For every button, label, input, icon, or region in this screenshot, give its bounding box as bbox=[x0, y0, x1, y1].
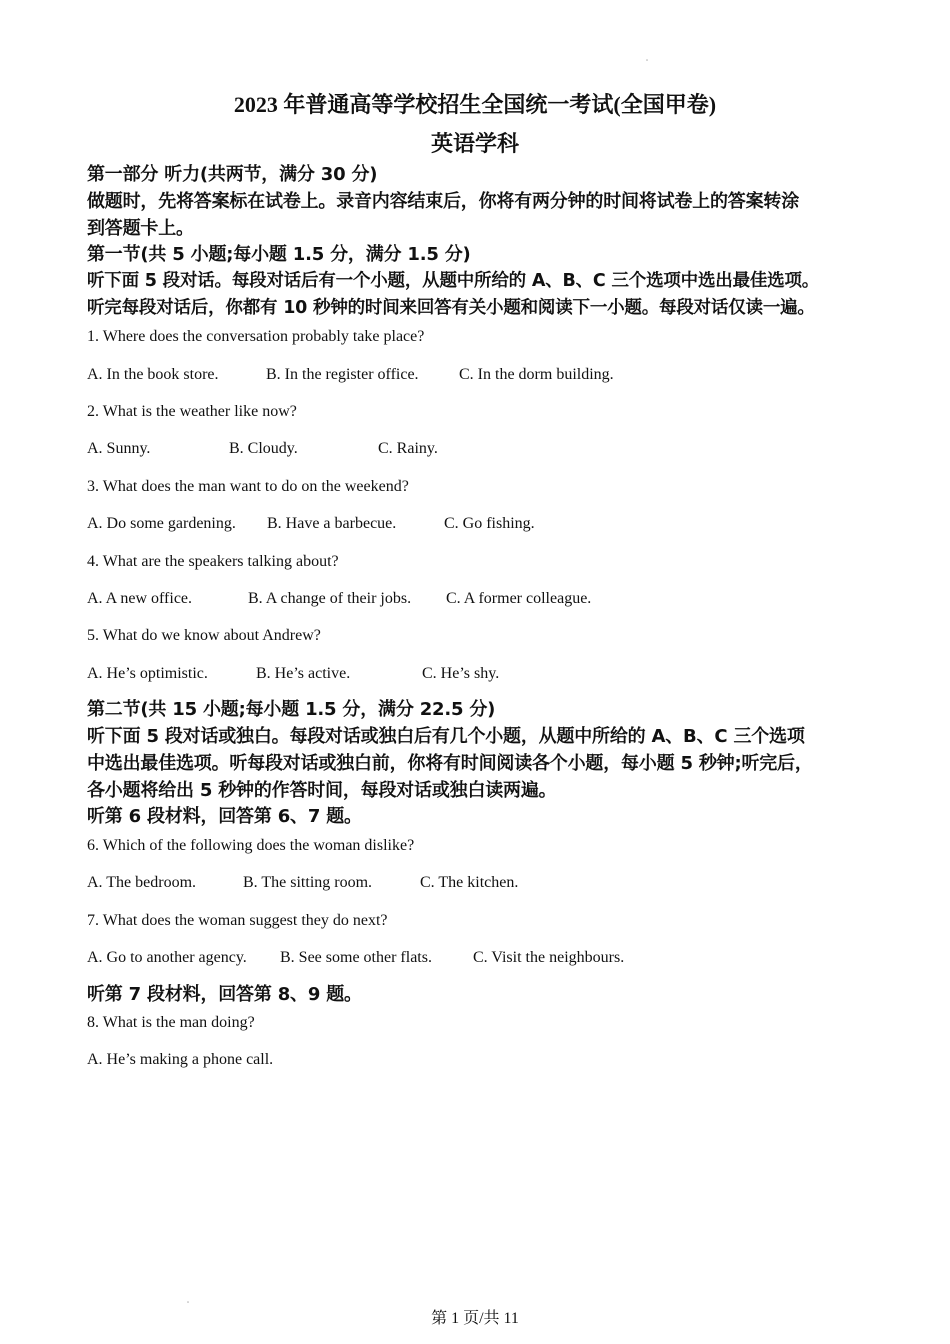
question-2: 2. What is the weather like now? bbox=[87, 403, 297, 420]
q1-option-a: A. In the book store. bbox=[87, 366, 219, 383]
exam-title: 2023 年普通高等学校招生全国统一考试(全国甲卷) bbox=[233, 92, 717, 117]
section2-heading: 第二节(共 15 小题;每小题 1.5 分，满分 22.5 分) bbox=[87, 699, 496, 720]
q8-option-a: A. He’s making a phone call. bbox=[87, 1051, 274, 1068]
question-4: 4. What are the speakers talking about? bbox=[87, 553, 339, 570]
q2-option-a: A. Sunny. bbox=[87, 440, 151, 457]
q3-option-c: C. Go fishing. bbox=[444, 515, 535, 532]
q4-option-c: C. A former colleague. bbox=[446, 590, 592, 607]
q5-option-b: B. He’s active. bbox=[256, 665, 351, 682]
material-6-heading: 听第 6 段材料，回答第 6、7 题。 bbox=[87, 806, 362, 827]
q3-option-a: A. Do some gardening. bbox=[87, 515, 236, 532]
question-8: 8. What is the man doing? bbox=[87, 1014, 255, 1031]
material-7-heading: 听第 7 段材料，回答第 8、9 题。 bbox=[87, 984, 362, 1005]
part1-heading: 第一部分 听力(共两节，满分 30 分) bbox=[87, 164, 378, 185]
q6-option-b: B. The sitting room. bbox=[243, 874, 373, 891]
question-1: 1. Where does the conversation probably take place? bbox=[87, 328, 425, 345]
q1-option-c: C. In the dorm building. bbox=[459, 366, 614, 383]
q5-option-a: A. He’s optimistic. bbox=[87, 665, 208, 682]
q7-option-a: A. Go to another agency. bbox=[87, 949, 247, 966]
section1-heading: 第一节(共 5 小题;每小题 1.5 分，满分 1.5 分) bbox=[87, 244, 471, 265]
q5-option-c: C. He’s shy. bbox=[422, 665, 500, 682]
q2-option-c: C. Rainy. bbox=[378, 440, 438, 457]
section2-instruction-line1: 听下面 5 段对话或独白。每段对话或独白后有几个小题，从题中所给的 A、B、C 三个选项 bbox=[87, 726, 805, 747]
stray-mark: ˇ bbox=[646, 60, 648, 66]
stray-mark: ˇ bbox=[187, 1302, 189, 1308]
section1-instruction-line1: 听下面 5 段对话。每段对话后有一个小题，从题中所给的 A、B、C 三个选项中选出最佳选项。 bbox=[87, 271, 820, 291]
section2-instruction-line2: 中选出最佳选项。听每段对话或独白前，你将有时间阅读各个小题，每小题 5 秒钟;听完后， bbox=[87, 753, 813, 774]
q4-option-a: A. A new office. bbox=[87, 590, 193, 607]
q7-option-b: B. See some other flats. bbox=[280, 949, 432, 966]
question-7: 7. What does the woman suggest they do next? bbox=[87, 912, 388, 929]
q6-option-a: A. The bedroom. bbox=[87, 874, 197, 891]
question-3: 3. What does the man want to do on the weekend? bbox=[87, 478, 409, 495]
section1-instruction-line2: 听完每段对话后，你都有 10 秒钟的时间来回答有关小题和阅读下一小题。每段对话仅读一遍。 bbox=[87, 298, 815, 318]
question-6: 6. Which of the following does the woman dislike? bbox=[87, 837, 415, 854]
q3-option-b: B. Have a barbecue. bbox=[267, 515, 397, 532]
subject-title: 英语学科 bbox=[430, 131, 519, 156]
page-footer: 第 1 页/共 11 bbox=[431, 1310, 519, 1327]
q1-option-b: B. In the register office. bbox=[266, 366, 419, 383]
part1-instruction-line2: 到答题卡上。 bbox=[87, 218, 194, 239]
q2-option-b: B. Cloudy. bbox=[229, 440, 298, 457]
question-5: 5. What do we know about Andrew? bbox=[87, 627, 321, 644]
q7-option-c: C. Visit the neighbours. bbox=[473, 949, 625, 966]
section2-instruction-line3: 各小题将给出 5 秒钟的作答时间，每段对话或独白读两遍。 bbox=[87, 780, 557, 801]
part1-instruction-line1: 做题时，先将答案标在试卷上。录音内容结束后，你将有两分钟的时间将试卷上的答案转涂 bbox=[87, 191, 799, 212]
q4-option-b: B. A change of their jobs. bbox=[248, 590, 412, 607]
q6-option-c: C. The kitchen. bbox=[420, 874, 519, 891]
